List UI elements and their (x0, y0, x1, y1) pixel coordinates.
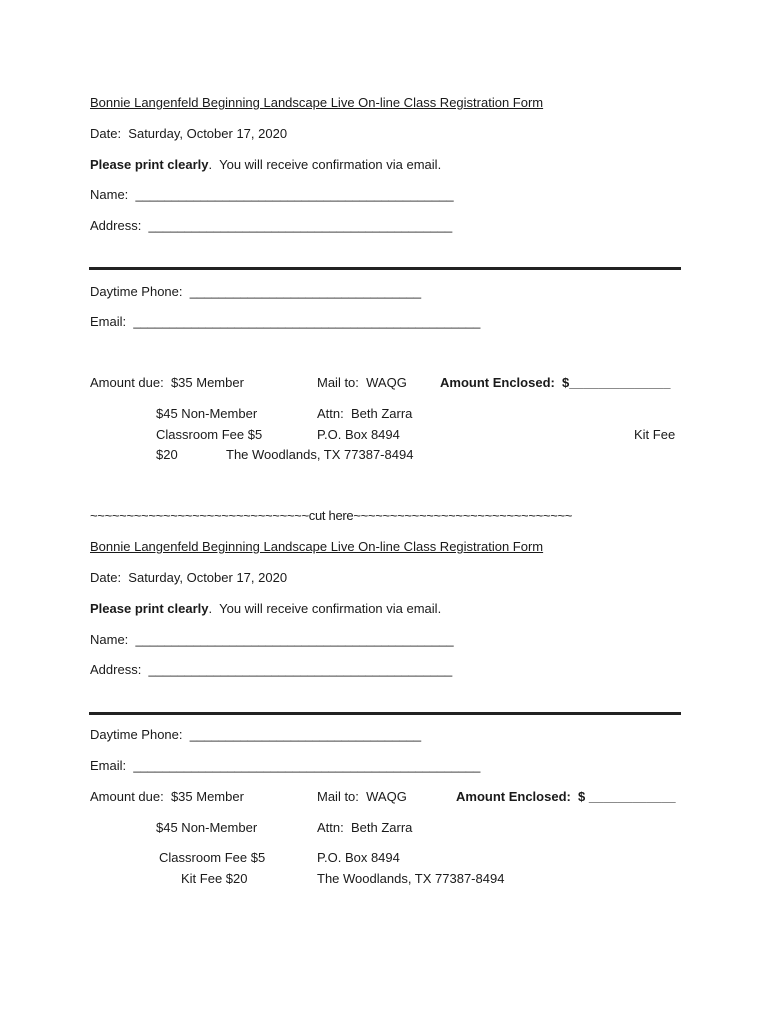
form1-classroom-fee: Classroom Fee $5 (156, 427, 263, 442)
form2-address-field: Address: __________________________________________ (90, 662, 453, 677)
form2-amount-due: Amount due: $35 Member (90, 789, 244, 804)
form1-amount-enclosed: Amount Enclosed: $______________ (440, 375, 671, 390)
form1-non-member-fee: $45 Non-Member (156, 406, 258, 421)
form1-attn: Attn: Beth Zarra (317, 406, 413, 421)
form1-title: Bonnie Langenfeld Beginning Landscape Live On-line Class Registration Form (90, 95, 544, 110)
form2-instructions (90, 601, 441, 617)
form1-divider (89, 267, 681, 270)
form1-mail-to: Mail to: WAQG (317, 375, 407, 390)
form2-po-box: P.O. Box 8494 (317, 850, 400, 865)
form2-email-field: Email: ________________________________________________ (90, 758, 481, 773)
form1-phone-field: Daytime Phone: ________________________________ (90, 284, 422, 299)
cut-here-line: ~~~~~~~~~~~~~~~~~~~~~~~~~~~~~~cut here~~~~~~~~~~~~~~~~~~~~~~~~~~~~~~ (90, 508, 573, 523)
form1-date: Date: Saturday, October 17, 2020 (90, 126, 288, 141)
form2-classroom-fee: Classroom Fee $5 (159, 850, 266, 865)
form2-divider (89, 712, 681, 715)
form1-print-clearly: Please print clearly (90, 157, 209, 172)
form1-kit-fee-amount: $20 (156, 447, 178, 462)
form1-email-field: Email: ________________________________________________ (90, 314, 481, 329)
form2-attn: Attn: Beth Zarra (317, 820, 413, 835)
form2-print-clearly: Please print clearly (90, 601, 209, 616)
form2-confirmation-note: . You will receive confirmation via email. (208, 601, 442, 616)
form1-po-box: P.O. Box 8494 (317, 427, 400, 442)
form1-amount-due: Amount due: $35 Member (90, 375, 244, 390)
form2-name-field: Name: ____________________________________________ (90, 632, 454, 647)
form1-address-field: Address: __________________________________________ (90, 218, 453, 233)
form2-date: Date: Saturday, October 17, 2020 (90, 570, 288, 585)
form1-name-field: Name: ____________________________________________ (90, 187, 454, 202)
form1-confirmation-note: . You will receive confirmation via email. (208, 157, 442, 172)
form2-title: Bonnie Langenfeld Beginning Landscape Live On-line Class Registration Form (90, 539, 544, 554)
form2-phone-field: Daytime Phone: ________________________________ (90, 727, 422, 742)
form1-kit-fee-label: Kit Fee (634, 427, 676, 442)
form2-city: The Woodlands, TX 77387-8494 (317, 871, 505, 886)
form1-city: The Woodlands, TX 77387-8494 (226, 447, 414, 462)
form1-instructions (90, 157, 441, 173)
form2-mail-to: Mail to: WAQG (317, 789, 407, 804)
form2-amount-enclosed: Amount Enclosed: $ ____________ (456, 789, 676, 804)
form2-kit-fee: Kit Fee $20 (181, 871, 248, 886)
form2-non-member-fee: $45 Non-Member (156, 820, 258, 835)
